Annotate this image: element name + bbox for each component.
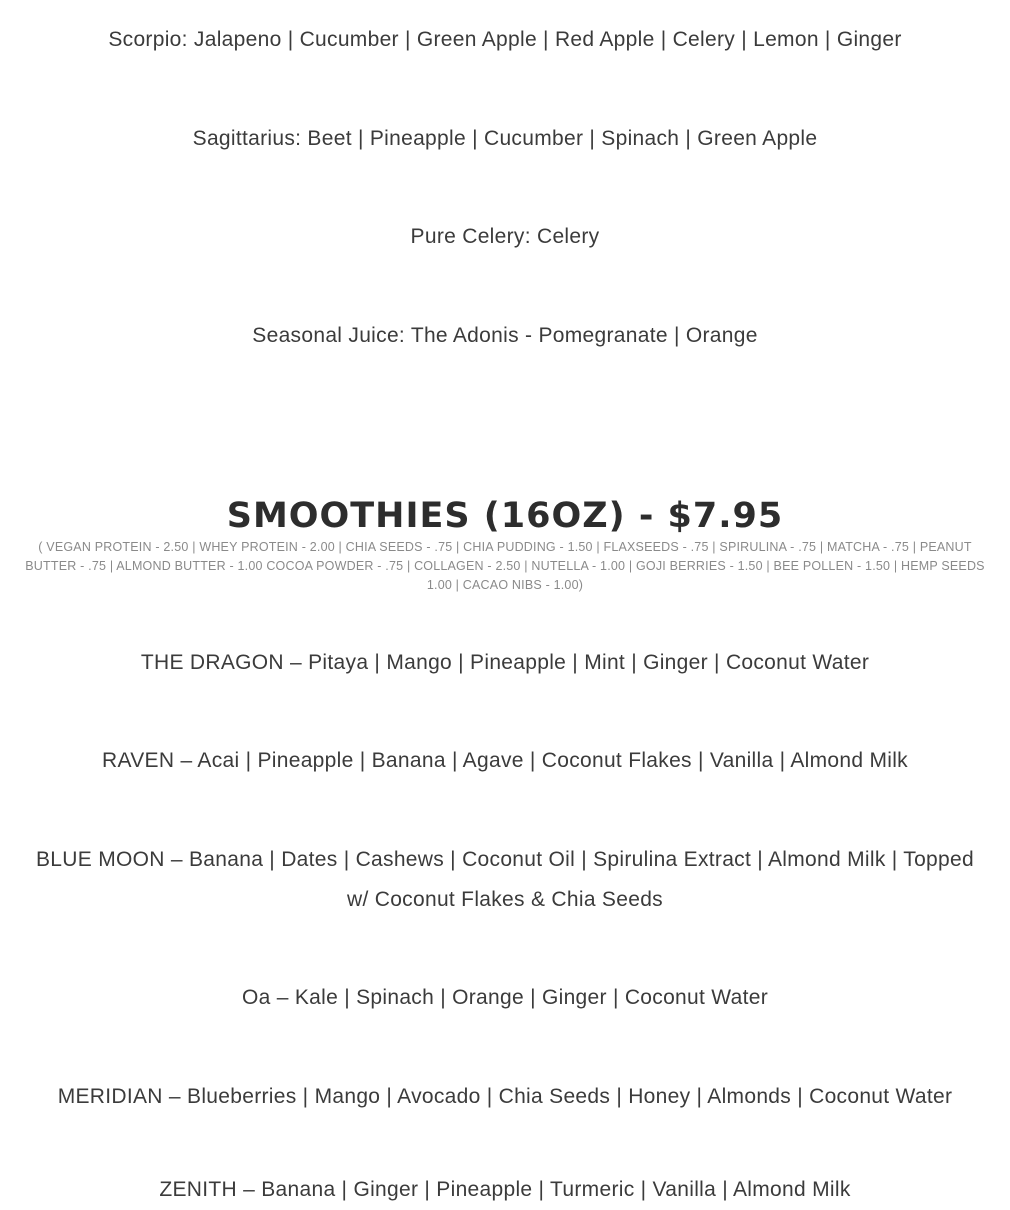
- juice-sagittarius: Sagittarius: Beet | Pineapple | Cucumber | Spinach | Green Apple: [192, 127, 818, 150]
- juice-scorpio: Scorpio: Jalapeno | Cucumber | Green Apple | Red Apple | Celery | Lemon | Ginger: [108, 28, 902, 51]
- smoothie-blue-moon: BLUE MOON – Banana | Dates | Cashews | Coconut Oil | Spirulina Extract | Almond Milk | Topped w/ Coconut Flakes & Chia Seeds: [36, 848, 974, 911]
- smoothie-meridian: MERIDIAN – Blueberries | Mango | Avocado | Chia Seeds | Honey | Almonds | Coconut Water: [57, 1085, 953, 1108]
- smoothie-zenith: ZENITH – Banana | Ginger | Pineapple | Turmeric | Vanilla | Almond Milk: [159, 1178, 851, 1201]
- smoothie-raven: RAVEN – Acai | Pineapple | Banana | Agave | Coconut Flakes | Vanilla | Almond Milk: [102, 749, 908, 772]
- smoothie-the-dragon: THE DRAGON – Pitaya | Mango | Pineapple | Mint | Ginger | Coconut Water: [140, 651, 870, 674]
- juice-pure-celery: Pure Celery: Celery: [410, 225, 600, 248]
- smoothie-addons: ( VEGAN PROTEIN - 2.50 | WHEY PROTEIN - 2.00 | CHIA SEEDS - .75 | CHIA PUDDING - 1.50 | FLAXSEEDS - .75 | SPIRULINA - .75 | MATCHA - .75 | PEANUT BUTTER - .75 | ALMOND BUTTER - 1.00 COCOA POWDER - .75 | COLLAGEN - 2.50 | NUTELLA - 1.00 | GOJI BERRIES - 1.50 | BEE POLLEN - 1.50 | HEMP SEEDS 1.00 | CACAO NIBS - 1.00): [25, 540, 985, 592]
- smoothies-heading: SMOOTHIES (16OZ) - $7.95: [226, 496, 784, 536]
- juice-seasonal: Seasonal Juice: The Adonis - Pomegranate | Orange: [252, 324, 758, 347]
- smoothie-oa: Oa – Kale | Spinach | Orange | Ginger | Coconut Water: [241, 986, 769, 1009]
